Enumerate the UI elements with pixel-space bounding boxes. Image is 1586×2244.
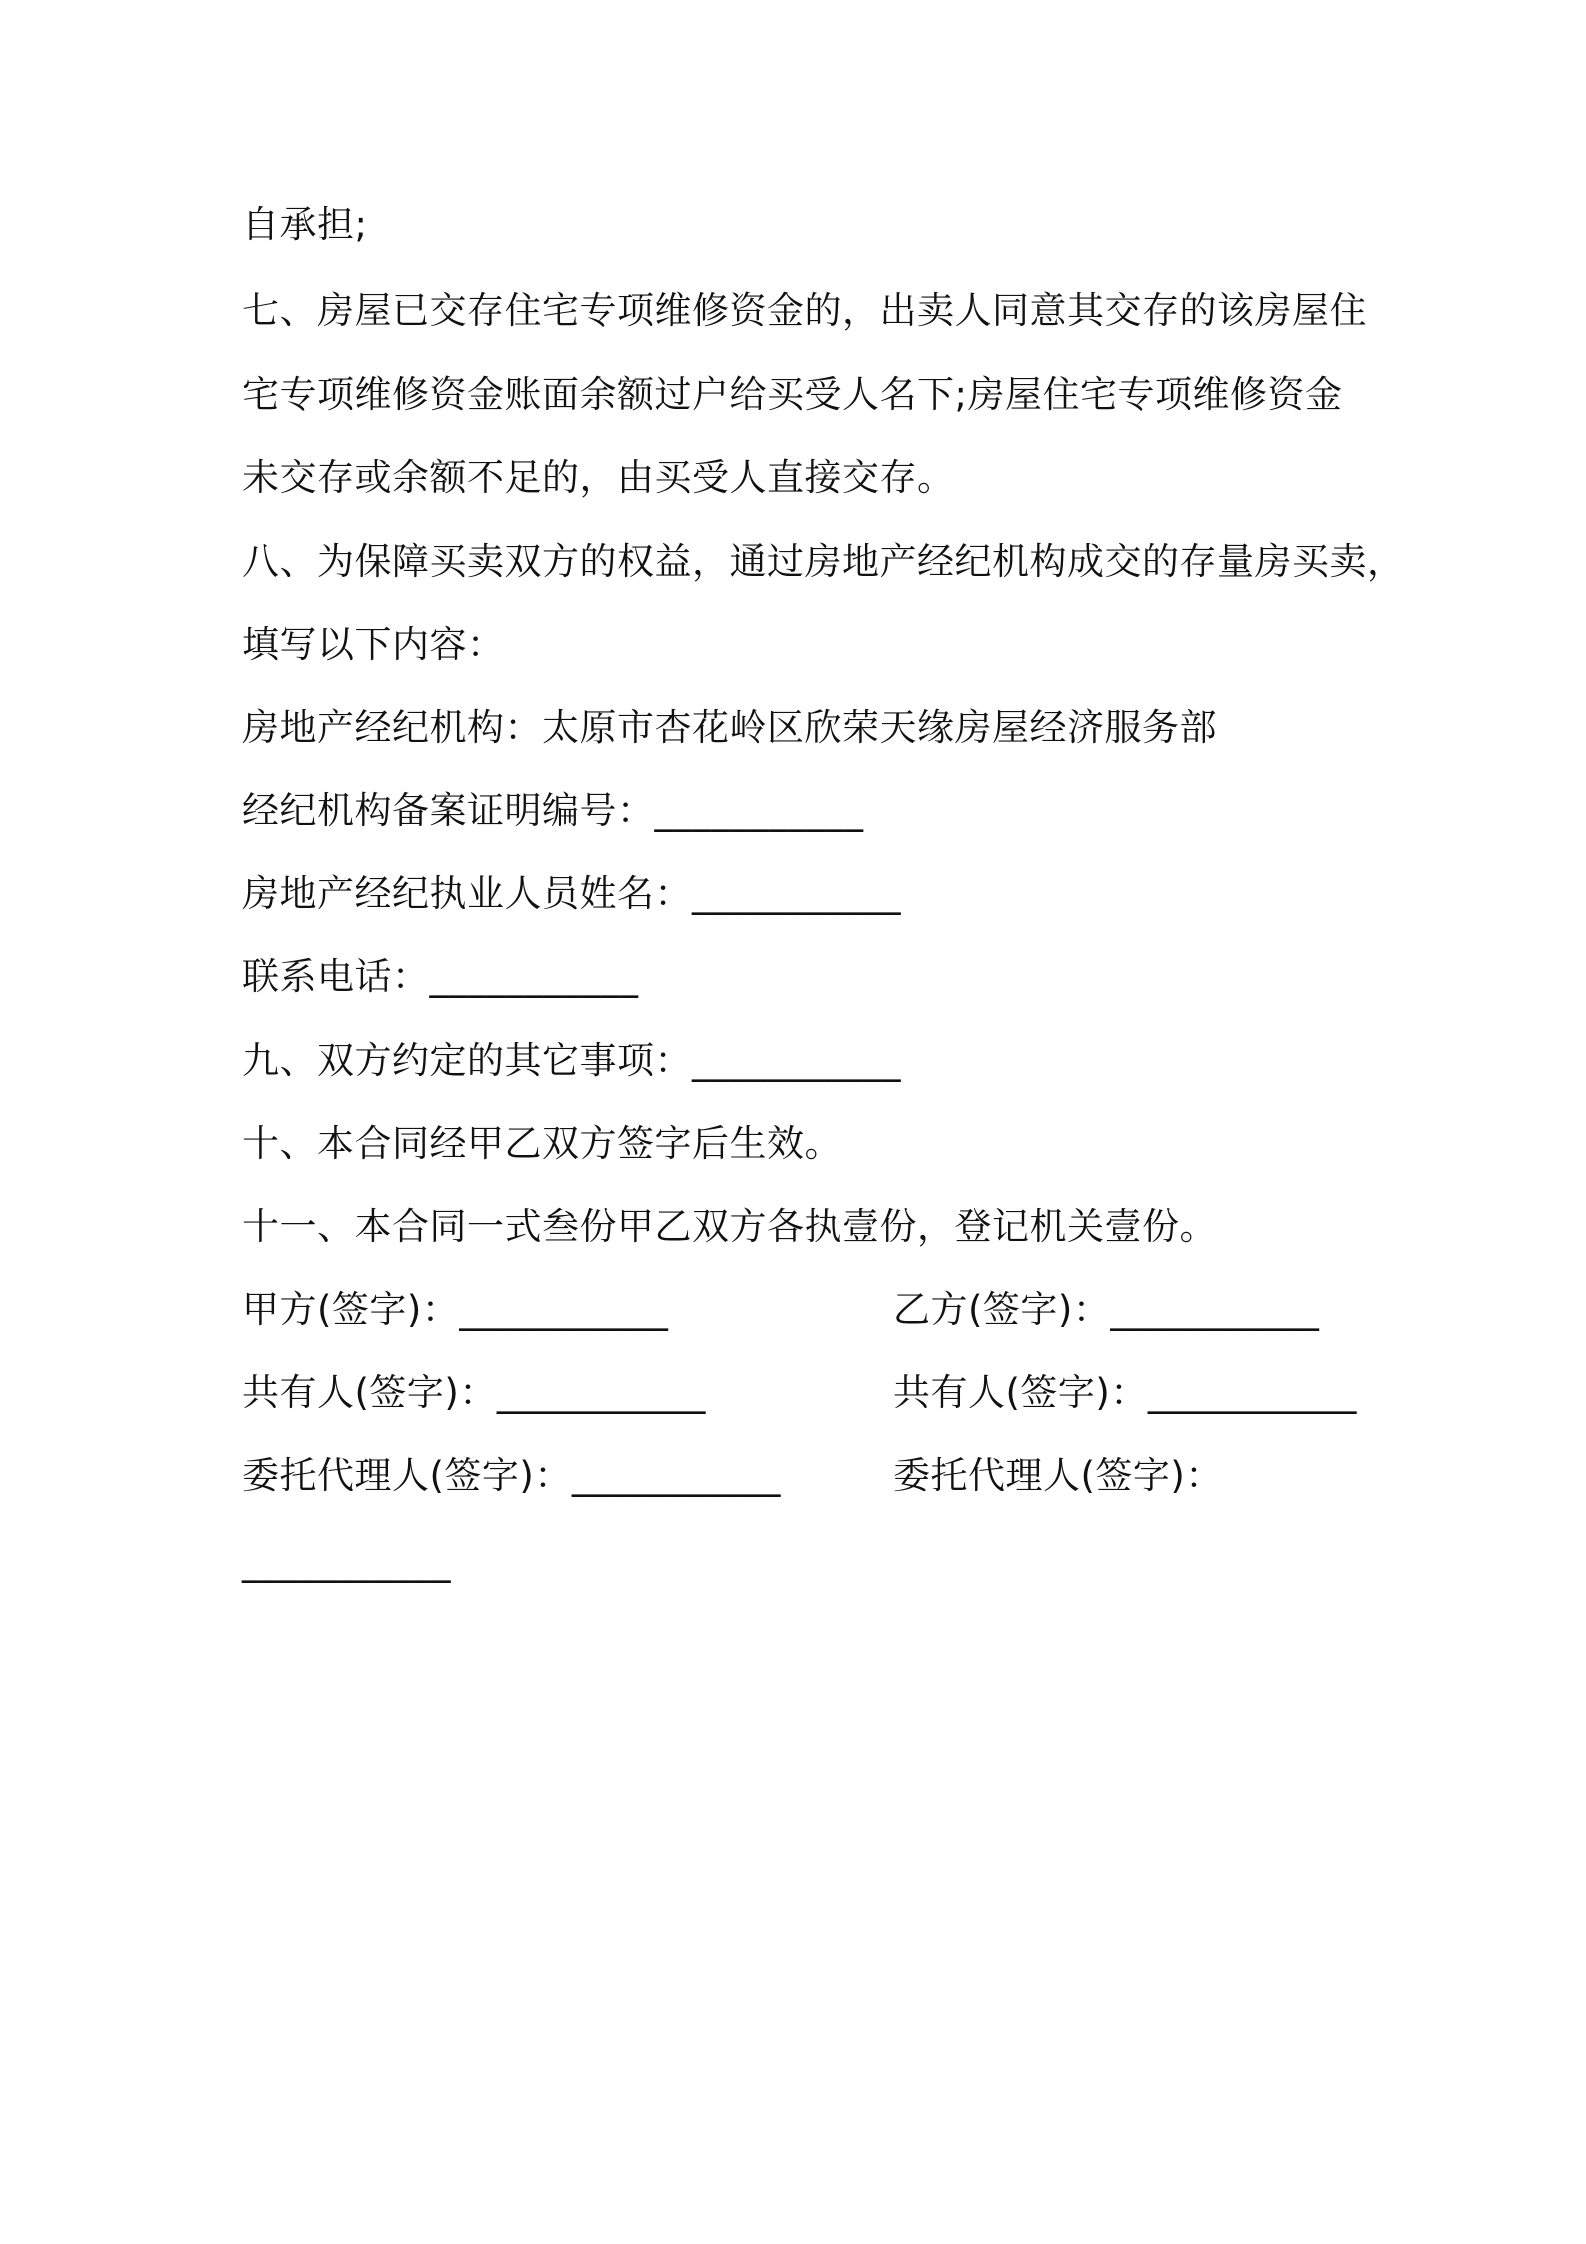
clause-8-line-2: 填写以下内容： [242, 623, 505, 666]
clause-7-line-2: 宅专项维修资金账面余额过户给买受人名下;房屋住宅专项维修资金 [242, 373, 1343, 416]
co-owner-b-signature: 共有人(签字)：___________ [893, 1371, 1357, 1414]
clause-10-line: 十、本合同经甲乙双方签字后生效。 [242, 1122, 842, 1165]
agent-name-line: 房地产经纪执业人员姓名：___________ [242, 872, 901, 915]
agent-b-signature-blank: ___________ [242, 1540, 451, 1583]
paragraph-line-1: 自承担; [242, 203, 368, 246]
clause-11-line: 十一、本合同一式叁份甲乙双方各执壹份，登记机关壹份。 [242, 1205, 1217, 1248]
agent-a-signature: 委托代理人(签字)：___________ [242, 1454, 781, 1497]
party-a-signature: 甲方(签字)：___________ [242, 1288, 669, 1331]
party-b-signature: 乙方(签字)：___________ [893, 1288, 1320, 1331]
agency-name-line: 房地产经纪机构：太原市杏花岭区欣荣天缘房屋经济服务部 [242, 706, 1217, 749]
co-owner-a-signature: 共有人(签字)：___________ [242, 1371, 706, 1414]
clause-9-line: 九、双方约定的其它事项：___________ [242, 1039, 901, 1082]
contact-phone-line: 联系电话：___________ [242, 955, 639, 998]
clause-8-line-1: 八、为保障买卖双方的权益，通过房地产经纪机构成交的存量房买卖， [242, 540, 1405, 583]
clause-7-line-1: 七、房屋已交存住宅专项维修资金的，出卖人同意其交存的该房屋住 [242, 289, 1367, 332]
clause-7-line-3: 未交存或余额不足的，由买受人直接交存。 [242, 456, 955, 499]
agency-cert-number-line: 经纪机构备案证明编号：___________ [242, 789, 864, 832]
agent-b-signature: 委托代理人(签字)： [893, 1454, 1223, 1497]
